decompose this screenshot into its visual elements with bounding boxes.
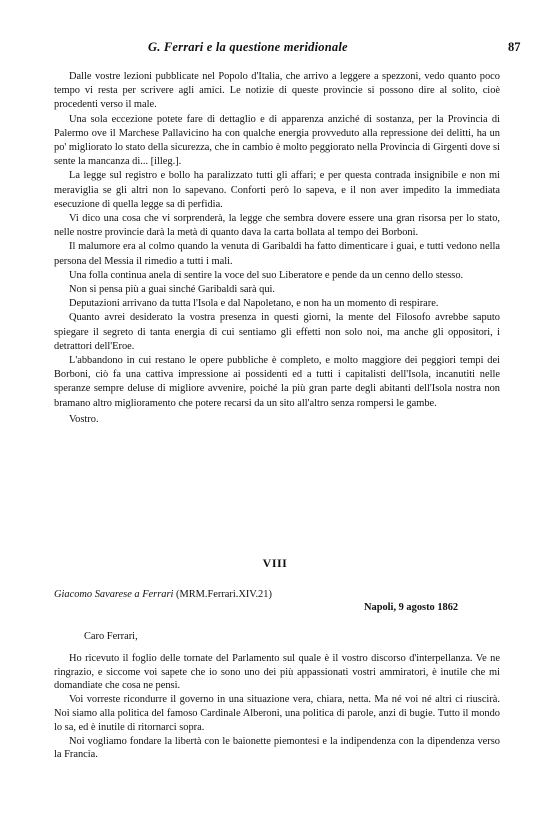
letter-body: [54, 630, 500, 762]
page-header: [0, 40, 550, 60]
page-number: 87: [508, 40, 521, 54]
paragraph: Deputazioni arrivano da tutta l'Isola e dal Napoletano, e non ha un momento di respirare.: [69, 298, 439, 310]
paragraph: Dalle vostre lezioni pubblicate nel Popolo d'Italia, che arrivo a leggere a spezzoni, vedo quanto poco tempo vi resta per scrivere agli amici. Le notizie di queste provincie si possono dire al solito, cioè procedenti verso il male.: [54, 71, 500, 111]
signoff: Vostro.: [69, 413, 99, 425]
paragraph: L'abbandono in cui restano le opere pubbliche è completo, e molto maggiore dei peggiori tempi dei Borboni, ciò fa una cattiva impressione ai possidenti ed a tutti i capitalisti dell'Isola, incanutiti nelle speranze sempre deluse di migliore avvenire, poiché la più gran parte degli abitanti dell'Isola nostra non bramano altro miglioramento che potere recarsi da un sito all'altro senza rompersi le gambe.: [54, 355, 500, 409]
paragraph: La legge sul registro e bollo ha paralizzato tutti gli affari; e per questa contrada insignibile e non mi meraviglia se gli altri non lo sapevano. Conforti però lo sapeva, e il non aver impedito la immediata esecuzione di quella legge sa di perfidia.: [54, 170, 500, 210]
paragraph: Voi vorreste ricondurre il governo in una situazione vera, chiara, netta. Ma né voi né altri ci riuscirà. Noi siamo alla politica del famoso Cardinale Alberoni, una politica di parole, anzi di bugie. Tutto il mondo lo sa, ed è inutile di ritornarci sopra.: [54, 694, 500, 733]
previous-letter-body: [54, 70, 500, 427]
paragraph: Una folla continua anela di sentire la voce del suo Liberatore e pende da un cenno dello stesso.: [69, 269, 464, 281]
paragraph: Noi vogliamo fondare la libertà con le baionette piemontesi e la indipendenza con la dipendenza verso la Francia.: [54, 735, 500, 761]
letter-author: Giacomo Savarese a Ferrari: [54, 589, 174, 600]
document-reference: [54, 589, 272, 600]
paragraph: Ho ricevuto il foglio delle tornate del Parlamento sul quale è il vostro discorso d'interpellanza. Ve ne ringrazio, e siccome voi sapete che io sono uno dei più appassionati vostri ammiratori, è inutile che mi domandiate che cosa ne pensi.: [54, 652, 500, 692]
paragraph: Una sola eccezione potete fare di dettaglio e di apparenza anziché di sostanza, per la Provincia di Palermo ove il Marchese Pallavicino ha con qualche energia provveduto alla repressione dei delitti, ha un po' migliorato lo stato della sicurezza, che in cambio è molto peggiorato nella Provincia di Girgenti dove si sente la mancanza di... [illeg.].: [54, 113, 500, 168]
salutation: Caro Ferrari,: [84, 631, 138, 642]
paragraph: Il malumore era al colmo quando la venuta di Garibaldi ha fatto dimenticare i guai, e tutti vedono nella persona del Messia il rimedio a tutti i mali.: [54, 241, 500, 267]
section-number: VIII: [262, 556, 288, 570]
paragraph: Quanto avrei desiderato la vostra presenza in questi giorni, la mente del Filosofo avrebbe saputo spiegare il segreto di tanta energia di cui sentiamo gli effetti non solo noi, ma anche gli oppositori, i detrattori dell'Eroe.: [54, 312, 500, 352]
running-title: G. Ferrari e la questione meridionale: [148, 40, 348, 54]
paragraph: Vi dico una cosa che vi sorprenderà, la legge che sembra dovere essere una gran risorsa per lo stato, nelle nostre provincie darà la metà di quanto dava la carta bollata al tempo dei Borboni.: [54, 213, 500, 239]
paragraph: Non si pensa più a guai sinché Garibaldi sarà qui.: [69, 284, 276, 296]
place-date: Napoli, 9 agosto 1862: [364, 602, 459, 613]
archive-reference: (MRM.Ferrari.XIV.21): [176, 589, 272, 600]
